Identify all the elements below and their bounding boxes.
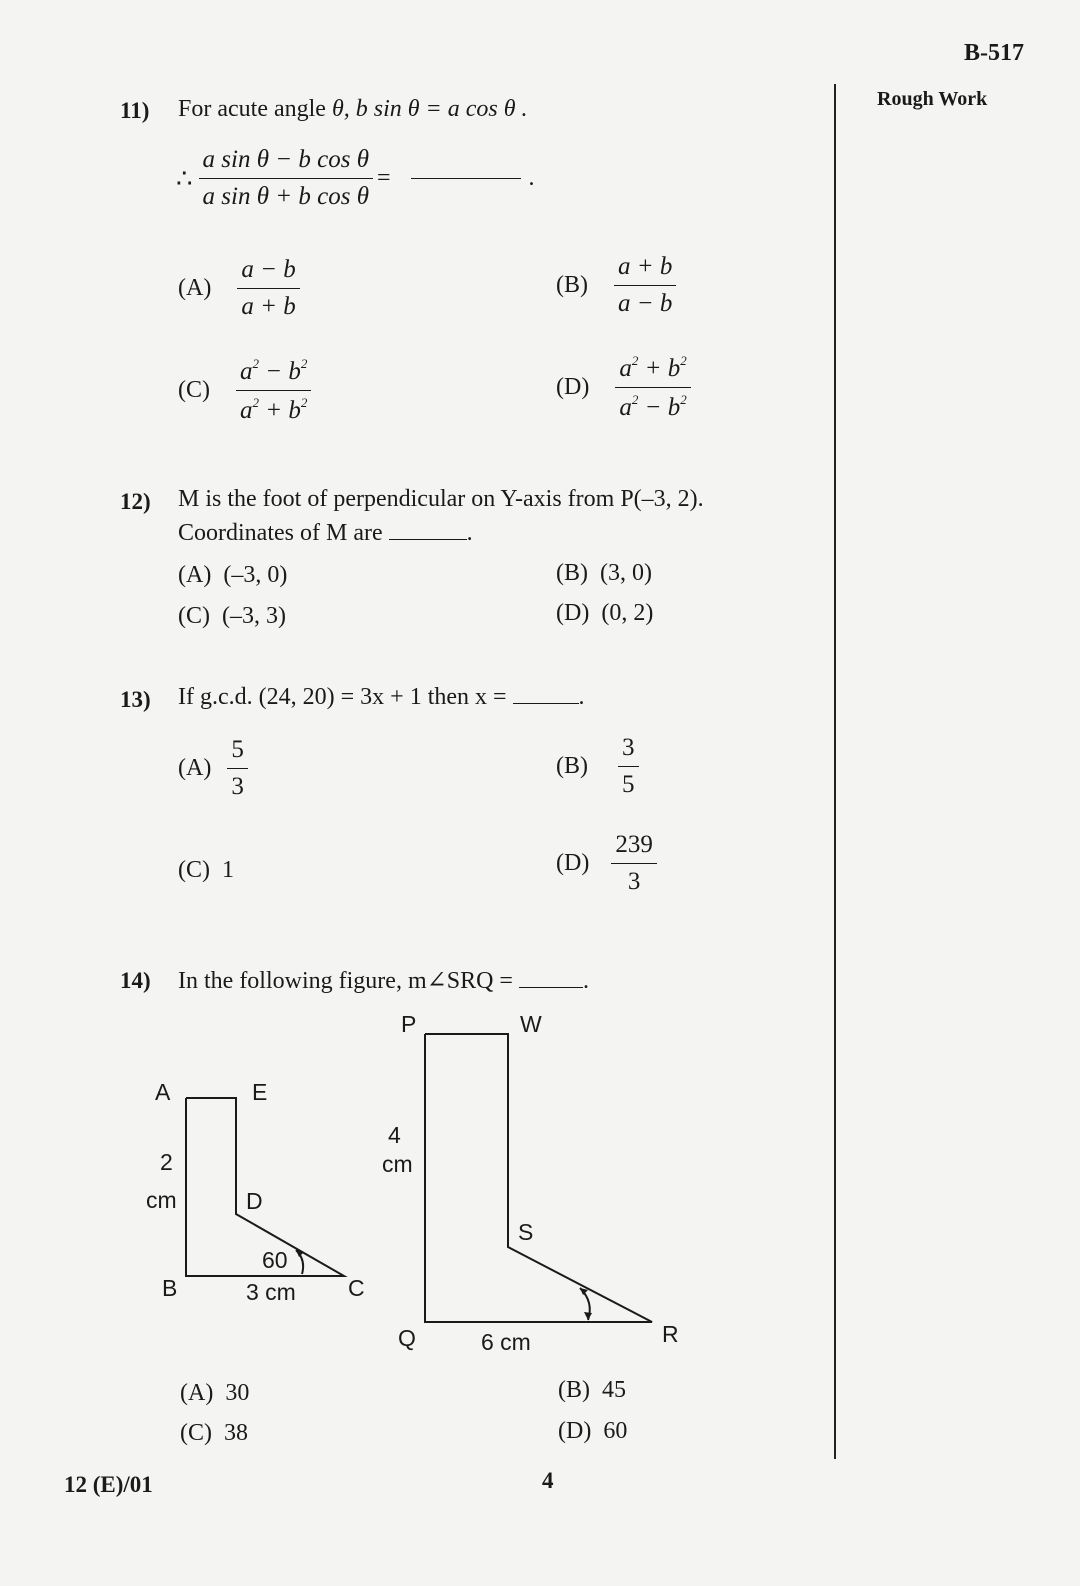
option-b[interactable]: (B) $\frac{3}{5}$ <box>556 734 639 799</box>
label-d: D <box>246 1188 263 1214</box>
option-d[interactable]: (D) $\frac{239}{3}$ <box>556 831 657 896</box>
label-r: R <box>662 1321 679 1347</box>
label-base: 3 cm <box>246 1279 296 1305</box>
option-c[interactable]: (C) $\frac{a^2 - b^2}{a^2 + b^2}$ <box>178 356 311 425</box>
question-text-line2: Coordinates of M are . <box>178 520 473 546</box>
option-d[interactable]: (D) (0, 2) <box>556 600 654 626</box>
label-s: S <box>518 1219 534 1245</box>
question-text: M is the foot of perpendicular on Y-axis from P(–3, 2). <box>178 486 704 512</box>
question-number: 13) <box>120 687 151 712</box>
option-d[interactable]: (D) 60 <box>558 1418 628 1444</box>
label-side-value: 4 <box>388 1122 401 1148</box>
option-a[interactable]: (A) $\frac{5}{3}$ <box>178 736 248 801</box>
label-side-value: 2 <box>160 1149 173 1175</box>
label-angle: 60 <box>262 1247 288 1273</box>
arrow-icon <box>584 1312 592 1320</box>
label-c: C <box>348 1275 365 1301</box>
label-w: W <box>520 1011 542 1037</box>
option-a[interactable]: (A) (–3, 0) <box>178 562 288 588</box>
option-c[interactable]: (C) 38 <box>180 1420 248 1446</box>
label-a: A <box>155 1079 171 1105</box>
label-p: P <box>401 1011 417 1037</box>
option-b[interactable]: (B) (3, 0) <box>556 560 652 586</box>
question-expression: ∴ $\frac{\text{a sin θ − b cos θ}}{\text{a sin θ + b cos θ}}$ = . <box>176 146 535 210</box>
footer-code: 12 (E)/01 <box>64 1472 153 1497</box>
option-a[interactable]: (A) $\frac{a - b}{a + b}$ <box>178 256 300 321</box>
label-e: E <box>252 1079 268 1105</box>
page-number: 4 <box>542 1468 554 1493</box>
option-b[interactable]: (B) $\frac{a + b}{a - b}$ <box>556 253 676 318</box>
figure2-outline <box>425 1034 652 1322</box>
label-side-unit: cm <box>382 1151 413 1177</box>
label-base: 6 cm <box>481 1329 531 1355</box>
label-side-unit: cm <box>146 1187 177 1213</box>
question-number: 12) <box>120 489 151 514</box>
option-b[interactable]: (B) 45 <box>558 1377 626 1403</box>
question-number: 14) <box>120 968 151 993</box>
rough-work-label: Rough Work <box>877 88 988 110</box>
option-c[interactable]: (C) 1 <box>178 857 234 883</box>
paper-code: B-517 <box>964 40 1024 66</box>
question-number: 11) <box>120 98 150 123</box>
option-d[interactable]: (D) $\frac{a^2 + b^2}{a^2 - b^2}$ <box>556 353 691 422</box>
question-text: For acute angle θ, b sin θ = a cos θ . <box>178 96 528 122</box>
option-a[interactable]: (A) 30 <box>180 1380 250 1406</box>
option-c[interactable]: (C) (–3, 3) <box>178 603 286 629</box>
label-b: B <box>162 1275 178 1301</box>
question-text: If g.c.d. (24, 20) = 3x + 1 then x = . <box>178 684 585 710</box>
label-q: Q <box>398 1325 416 1351</box>
question-text: In the following figure, m∠SRQ = . <box>178 968 589 994</box>
